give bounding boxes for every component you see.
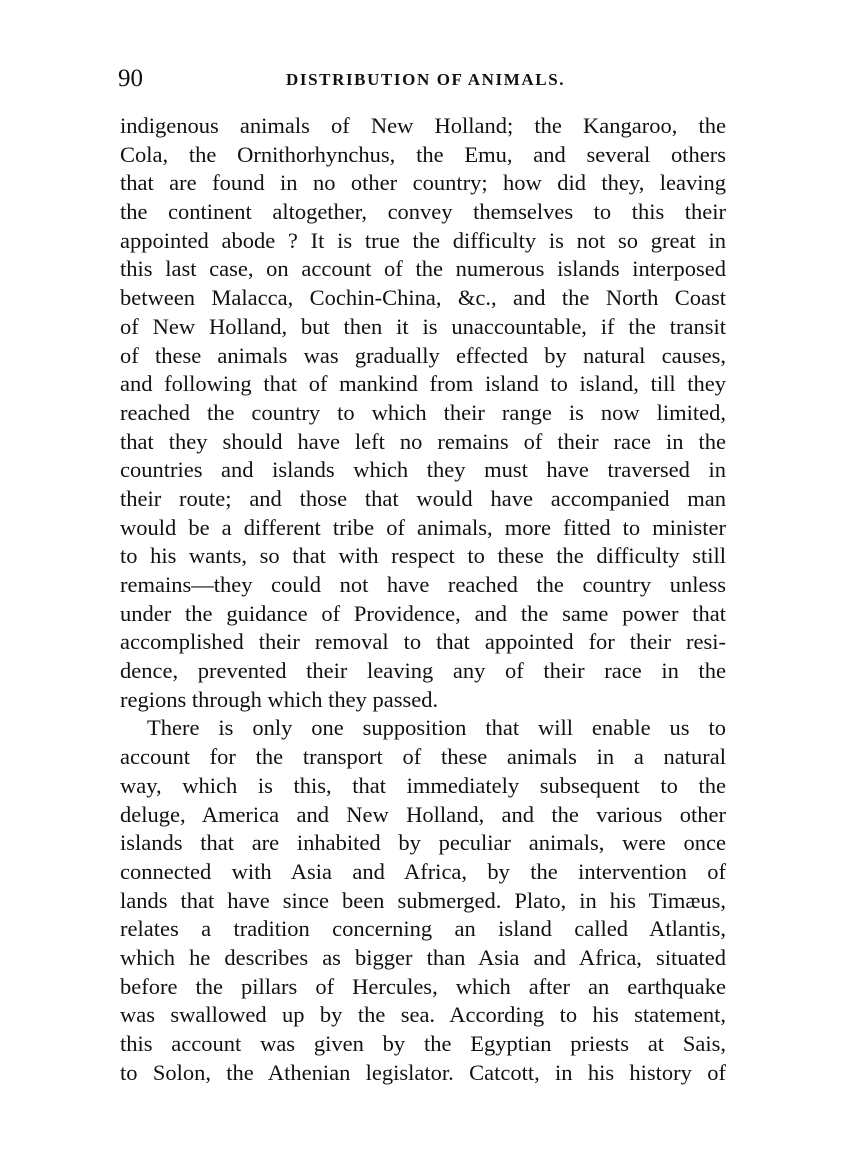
text-line: to Solon, the Athenian legislator. Catcott, in his history of [120, 1059, 726, 1085]
text-line: that are found in no other country; how did they, leaving [120, 170, 726, 196]
text-line: way, which is this, that immediately subsequent to the [120, 772, 726, 798]
text-line: lands that have since been submerged. Plato, in his Timæus, [120, 887, 726, 913]
page-header [118, 64, 730, 94]
text-line: was swallowed up by the sea. According to his statement, [120, 1002, 726, 1028]
text-line: which he describes as bigger than Asia and Africa, situated [120, 944, 726, 970]
text-line: appointed abode ? It is true the difficulty is not so great in [120, 227, 726, 253]
running-head: DISTRIBUTION OF ANIMALS. [286, 70, 566, 89]
text-line: before the pillars of Hercules, which after an earthquake [120, 973, 726, 999]
text-line: of these animals was gradually effected by natural causes, [120, 342, 726, 368]
text-line: accomplished their removal to that appointed for their resi- [120, 629, 726, 655]
text-line: account for the transport of these animals in a natural [120, 744, 726, 770]
text-line: to his wants, so that with respect to these the difficulty still [120, 543, 726, 569]
text-line: indigenous animals of New Holland; the Kangaroo, the [120, 113, 726, 138]
text-line: connected with Asia and Africa, by the intervention of [120, 858, 726, 884]
text-line: countries and islands which they must have traversed in [120, 457, 726, 483]
text-line: their route; and those that would have accompanied man [120, 485, 726, 511]
paragraph-2 [120, 714, 726, 1087]
text-line: this last case, on account of the numerous islands interposed [120, 256, 726, 282]
text-line: dence, prevented their leaving any of their race in the [120, 658, 726, 684]
text-line: deluge, America and New Holland, and the various other [120, 801, 726, 827]
body-text [120, 112, 726, 1087]
paragraph-1 [120, 112, 726, 714]
text-line: There is only one supposition that will enable us to [147, 715, 726, 741]
text-line: between Malacca, Cochin-China, &c., and the North Coast [120, 285, 726, 311]
text-line: of New Holland, but then it is unaccountable, if the transit [120, 313, 726, 339]
text-line: Cola, the Ornithorhynchus, the Emu, and several others [120, 141, 726, 167]
text-line: and following that of mankind from island to island, till they [120, 371, 726, 397]
text-line: islands that are inhabited by peculiar animals, were once [120, 830, 726, 856]
text-line: that they should have left no remains of their race in the [120, 428, 726, 454]
text-line: under the guidance of Providence, and the same power that [120, 600, 726, 626]
page-number: 90 [118, 65, 143, 92]
text-line: the continent altogether, convey themselves to this their [120, 199, 726, 225]
text-line: this account was given by the Egyptian priests at Sais, [120, 1031, 726, 1056]
text-line: reached the country to which their range is now limited, [120, 399, 726, 425]
text-line: would be a different tribe of animals, more fitted to minister [120, 514, 726, 540]
text-line: relates a tradition concerning an island called Atlantis, [120, 916, 726, 942]
text-line: remains—they could not have reached the country unless [120, 572, 726, 597]
text-line: regions through which they passed. [120, 686, 439, 712]
